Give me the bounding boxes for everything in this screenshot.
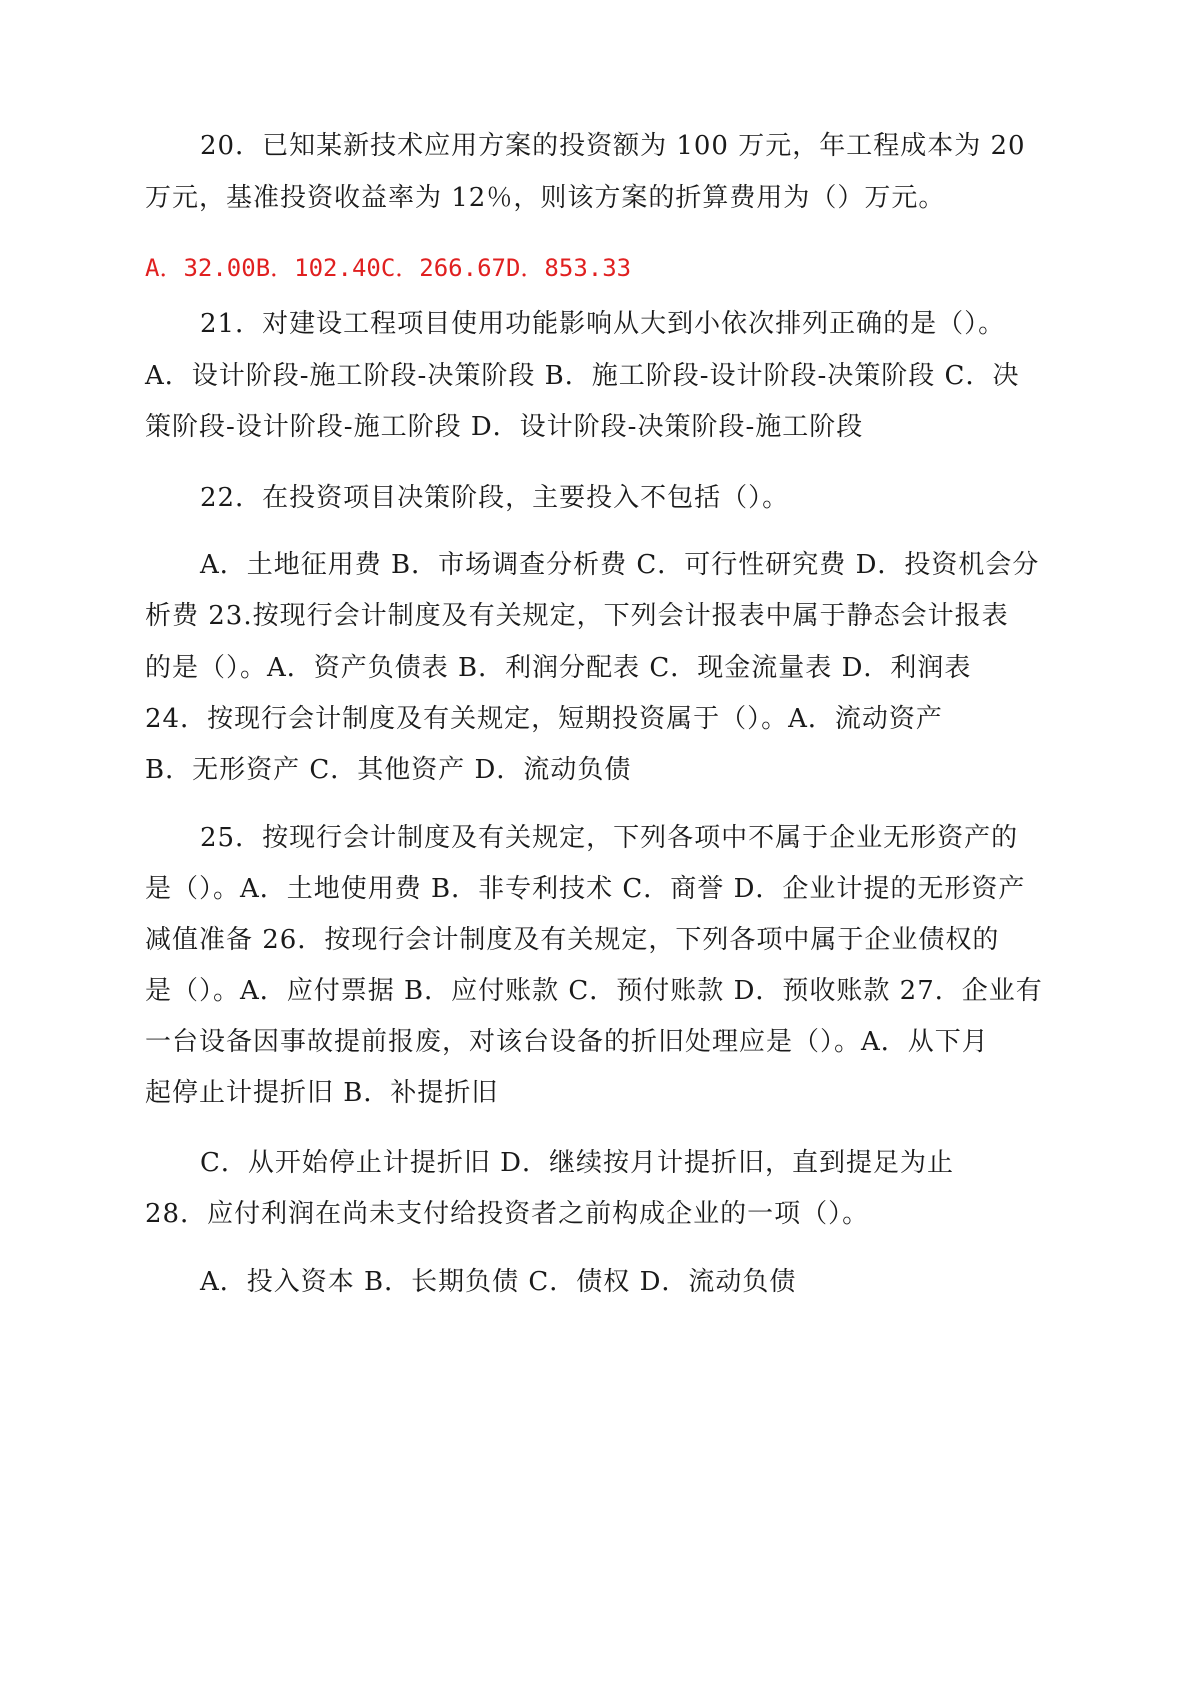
q23-text-line-1: 析费 23.按现行会计制度及有关规定，下列会计报表中属于静态会计报表 bbox=[145, 601, 1009, 631]
q22-text-line-1: 22．在投资项目决策阶段，主要投入不包括（）。 bbox=[200, 483, 790, 513]
q27-text-line-1: 一台设备因事故提前报废，对该台设备的折旧处理应是（）。A．从下月 bbox=[145, 1027, 989, 1057]
q20-text-line-1: 20．已知某新技术应用方案的投资额为 100 万元，年工程成本为 20 bbox=[200, 131, 1026, 161]
q28-options-line: A．投入资本 B．长期负债 C．债权 D．流动负债 bbox=[200, 1267, 797, 1297]
q21-text-line-3: 策阶段-设计阶段-施工阶段 D．设计阶段-决策阶段-施工阶段 bbox=[145, 412, 864, 442]
q26-text-line-1: 减值准备 26．按现行会计制度及有关规定，下列各项中属于企业债权的 bbox=[145, 925, 1000, 955]
q24-text-line-1: 24．按现行会计制度及有关规定，短期投资属于（）。A．流动资产 bbox=[145, 704, 943, 734]
q22-options-line-1: A．土地征用费 B．市场调查分析费 C．可行性研究费 D．投资机会分 bbox=[200, 550, 1040, 580]
q25-text-line-1: 25．按现行会计制度及有关规定，下列各项中不属于企业无形资产的 bbox=[200, 823, 1019, 853]
q27-text-line-2: 起停止计提折旧 B．补提折旧 bbox=[145, 1078, 499, 1108]
q23-text-line-2: 的是（）。A．资产负债表 B．利润分配表 C．现金流量表 D．利润表 bbox=[145, 653, 972, 683]
q26-text-line-2: 是（）。A．应付票据 B．应付账款 C．预付账款 D．预收账款 27．企业有 bbox=[145, 976, 1043, 1006]
q20-text-line-2: 万元，基准投资收益率为 12％，则该方案的折算费用为（）万元。 bbox=[145, 183, 946, 213]
q28-text-line-1: 28．应付利润在尚未支付给投资者之前构成企业的一项（）。 bbox=[145, 1199, 870, 1229]
q24-text-line-2: B．无形资产 C．其他资产 D．流动负债 bbox=[145, 755, 632, 785]
q21-text-line-2: A．设计阶段-施工阶段-决策阶段 B．施工阶段-设计阶段-决策阶段 C．决 bbox=[145, 361, 1020, 391]
q20-answer-options: A．32.00B．102.40C．266.67D．853.33 bbox=[145, 254, 632, 282]
q21-text-line-1: 21．对建设工程项目使用功能影响从大到小依次排列正确的是（）。 bbox=[200, 309, 1006, 339]
q25-text-line-2: 是（）。A．土地使用费 B．非专利技术 C．商誉 D．企业计提的无形资产 bbox=[145, 874, 1026, 904]
q27-options-line: C．从开始停止计提折旧 D．继续按月计提折旧，直到提足为止 bbox=[200, 1148, 955, 1178]
